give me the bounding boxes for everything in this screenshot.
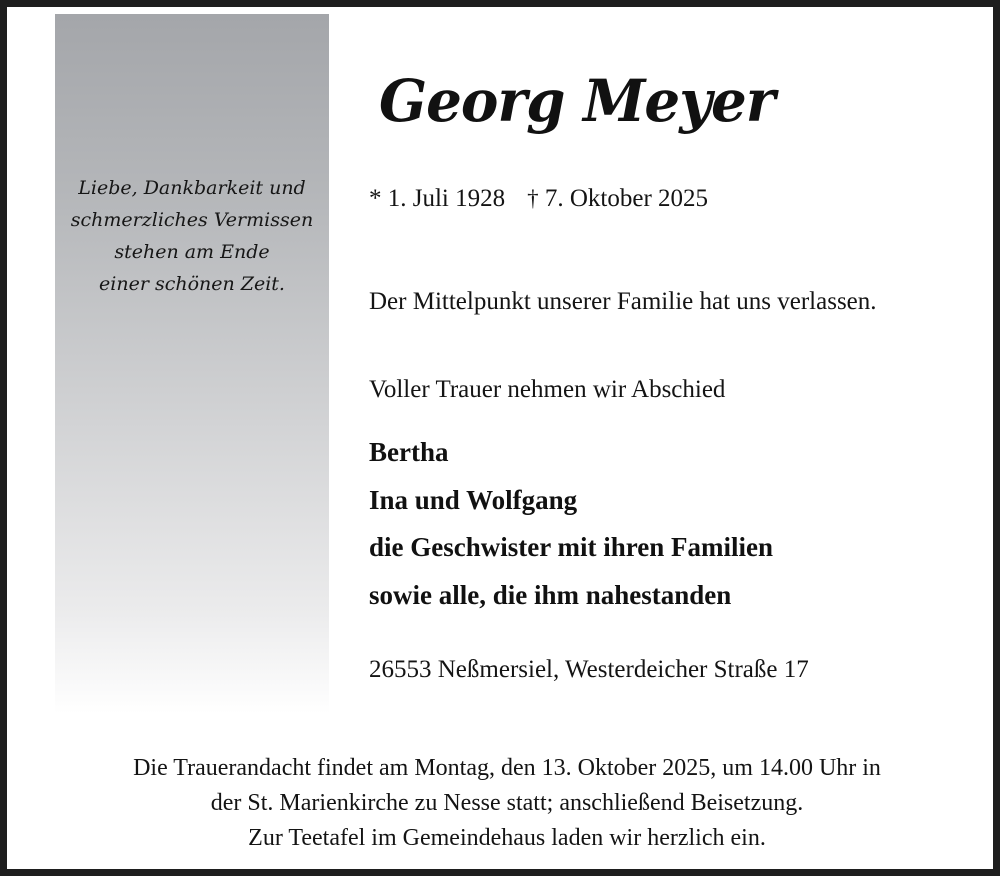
mourner-entry: die Geschwister mit ihren Familien bbox=[369, 532, 773, 562]
service-line: Die Trauerandacht findet am Montag, den 13. Oktober 2025, um 14.00 Uhr in bbox=[133, 755, 881, 781]
mourners-list bbox=[369, 429, 773, 619]
service-info bbox=[14, 751, 1000, 856]
cross-icon: † bbox=[527, 186, 539, 211]
service-line: Zur Teetafel im Gemeindehaus laden wir herzlich ein. bbox=[248, 825, 766, 851]
quote-line: schmerzliches Vermissen bbox=[70, 209, 314, 231]
quote-line: einer schönen Zeit. bbox=[99, 273, 285, 295]
gradient-side-panel bbox=[55, 14, 329, 714]
farewell-line: Voller Trauer nehmen wir Abschied bbox=[369, 376, 726, 403]
life-dates bbox=[369, 181, 708, 217]
family-message: Der Mittelpunkt unserer Familie hat uns verlassen. bbox=[369, 288, 877, 315]
quote-line: Liebe, Dankbarkeit und bbox=[78, 177, 306, 199]
death-date: 7. Oktober 2025 bbox=[544, 185, 709, 212]
service-line: der St. Marienkirche zu Nesse statt; anschließend Beisetzung. bbox=[210, 790, 804, 816]
mourner-entry: Bertha bbox=[369, 437, 449, 467]
address: 26553 Neßmersiel, Westerdeicher Straße 17 bbox=[369, 656, 809, 683]
mourner-entry: sowie alle, die ihm nahestanden bbox=[369, 579, 732, 610]
deceased-name: Georg Meyer bbox=[379, 67, 775, 135]
mourner-entry: Ina und Wolfgang bbox=[369, 484, 578, 515]
memorial-quote bbox=[55, 172, 329, 300]
quote-line: stehen am Ende bbox=[114, 241, 270, 263]
birth-date: * 1. Juli 1928 bbox=[369, 185, 506, 212]
